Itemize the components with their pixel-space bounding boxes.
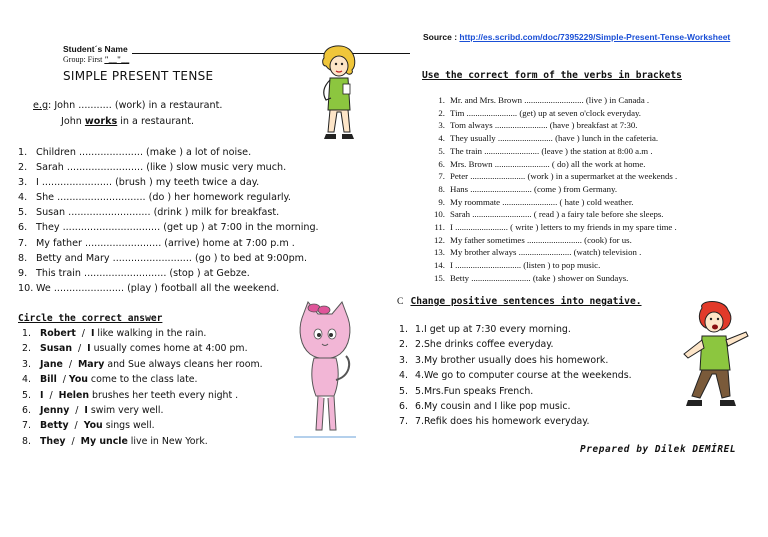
list-item: 3. Jane / Mary and Sue always cleans her room. xyxy=(22,358,263,370)
list-item: 5. The train ......................... (leave ) the station at 8:00 a.m . xyxy=(438,145,653,156)
list-item: 7. 7.Refik does his homework everyday. xyxy=(399,416,590,428)
list-item: 3. 3.My brother usually does his homework. xyxy=(399,354,609,366)
list-item: 7. My father ......................... (arrive) home at 7:00 p.m . xyxy=(18,237,295,249)
section-letter: C xyxy=(397,296,404,307)
pink-cat-illustration xyxy=(294,300,356,440)
list-item: 6. Jenny / I swim very well. xyxy=(22,405,164,417)
list-item: 6. Mrs. Brown ......................... ( do) all the work at home. xyxy=(438,158,646,169)
group-label: Group: First xyxy=(63,55,103,64)
list-item: 5. 5.Mrs.Fun speaks French. xyxy=(399,385,534,397)
list-item: 2. Sarah ......................... (like ) slow music very much. xyxy=(18,162,287,174)
list-item: 5. I / Helen brushes her teeth every night . xyxy=(22,389,239,401)
list-item: 14. I .............................. (listen ) to pop music. xyxy=(434,260,601,271)
list-item: 6. 6.My cousin and I like pop music. xyxy=(399,401,571,413)
circle-list xyxy=(22,326,263,449)
list-item: 6. They ................................ (get up ) at 7:00 in the morning. xyxy=(18,222,319,234)
negative-list xyxy=(399,322,632,430)
list-item: 1. Mr. and Mrs. Brown ........................... (live ) in Canada . xyxy=(438,95,650,105)
student-name-label: Student´s Name xyxy=(63,44,128,54)
list-item: 8. Hans ............................ (come ) from Germany. xyxy=(438,183,618,194)
student-name-row xyxy=(63,44,128,54)
verbs-heading: Use the correct form of the verbs in brackets xyxy=(422,70,682,81)
author-credit: Prepared by Dilek DEMİREL xyxy=(580,444,737,455)
circle-heading: Circle the correct answer xyxy=(18,313,163,324)
example-pre: John xyxy=(61,116,85,127)
list-item: 3. I ....................... (brush ) my teeth twice a day. xyxy=(18,177,260,189)
list-item: 9. This train ........................... (stop ) at Gebze. xyxy=(18,267,250,279)
list-item: 4. She ............................. (do ) her homework regularly. xyxy=(18,192,291,204)
example-verb: works xyxy=(84,116,118,127)
list-item: 10. Sarah ........................... ( read ) a fairy tale before she sleeps. xyxy=(434,209,664,220)
source-line xyxy=(423,32,730,42)
list-item: 1. 1.I get up at 7:30 every morning. xyxy=(399,324,571,335)
list-item: 9. My roommate ......................... ( hate ) cold weather. xyxy=(438,196,634,207)
list-item: 2. Tim ....................... (get) up at seven o'clock everyday. xyxy=(438,107,642,118)
group-value: "__"__ xyxy=(104,55,130,64)
list-item: 4. 4.We go to computer course at the weekends. xyxy=(399,370,632,382)
list-item: 2. Susan / I usually comes home at 4:00 pm. xyxy=(22,343,248,355)
example-line-1 xyxy=(33,100,222,111)
list-item: 12. My father sometimes ......................... (cook) for us. xyxy=(434,234,632,245)
example-text: : John ........... (work) in a restaurant. xyxy=(48,100,223,111)
woman-shouting-illustration xyxy=(672,300,752,420)
source-link[interactable]: http://es.scribd.com/doc/7395229/Simple-Present-Tense-Worksheet xyxy=(459,32,731,42)
woman-drinking-illustration xyxy=(312,44,364,142)
negative-heading-row xyxy=(397,296,642,307)
student-name-line xyxy=(132,53,410,54)
list-item: 1. Robert / I like walking in the rain. xyxy=(22,328,207,339)
list-item: 2. 2.She drinks coffee everyday. xyxy=(399,339,554,351)
source-label: Source xyxy=(423,32,452,42)
list-item: 10. We ....................... (play ) football all the weekend. xyxy=(18,282,280,294)
verbs-list xyxy=(425,94,677,285)
page-title: SIMPLE PRESENT TENSE xyxy=(63,69,214,83)
list-item: 4. Bill / You come to the class late. xyxy=(22,374,198,386)
group-row xyxy=(63,55,129,64)
example-prefix: e.g xyxy=(33,100,49,111)
list-item: 7. Peter ......................... (work ) in a supermarket at the weekends . xyxy=(438,171,678,182)
list-item: 8. They / My uncle live in New York. xyxy=(22,435,208,447)
list-item: 3. Tom always ........................ (have ) breakfast at 7:30. xyxy=(438,120,638,131)
list-item: 1. Children ..................... (make ) a lot of noise. xyxy=(18,147,252,158)
list-item: 11. I ........................ ( write ) letters to my friends in my spare time . xyxy=(434,222,677,233)
list-item: 5. Susan ........................... (drink ) milk for breakfast. xyxy=(18,207,280,219)
list-item: 8. Betty and Mary .......................... (go ) to bed at 9:00pm. xyxy=(18,252,308,264)
negative-heading: Change positive sentences into negative. xyxy=(410,296,642,307)
list-item: 4. They usually ......................... (have ) lunch in the cafeteria. xyxy=(438,133,659,144)
fill-in-list xyxy=(18,145,319,296)
list-item: 15. Betty ........................... (take ) shower on Sundays. xyxy=(434,272,629,283)
list-item: 7. Betty / You sings well. xyxy=(22,420,155,432)
source-sep: : xyxy=(454,32,458,42)
example-post: in a restaurant. xyxy=(117,116,195,127)
list-item: 13. My brother always ........................ (watch) television . xyxy=(434,247,642,258)
example-line-2 xyxy=(61,116,194,127)
